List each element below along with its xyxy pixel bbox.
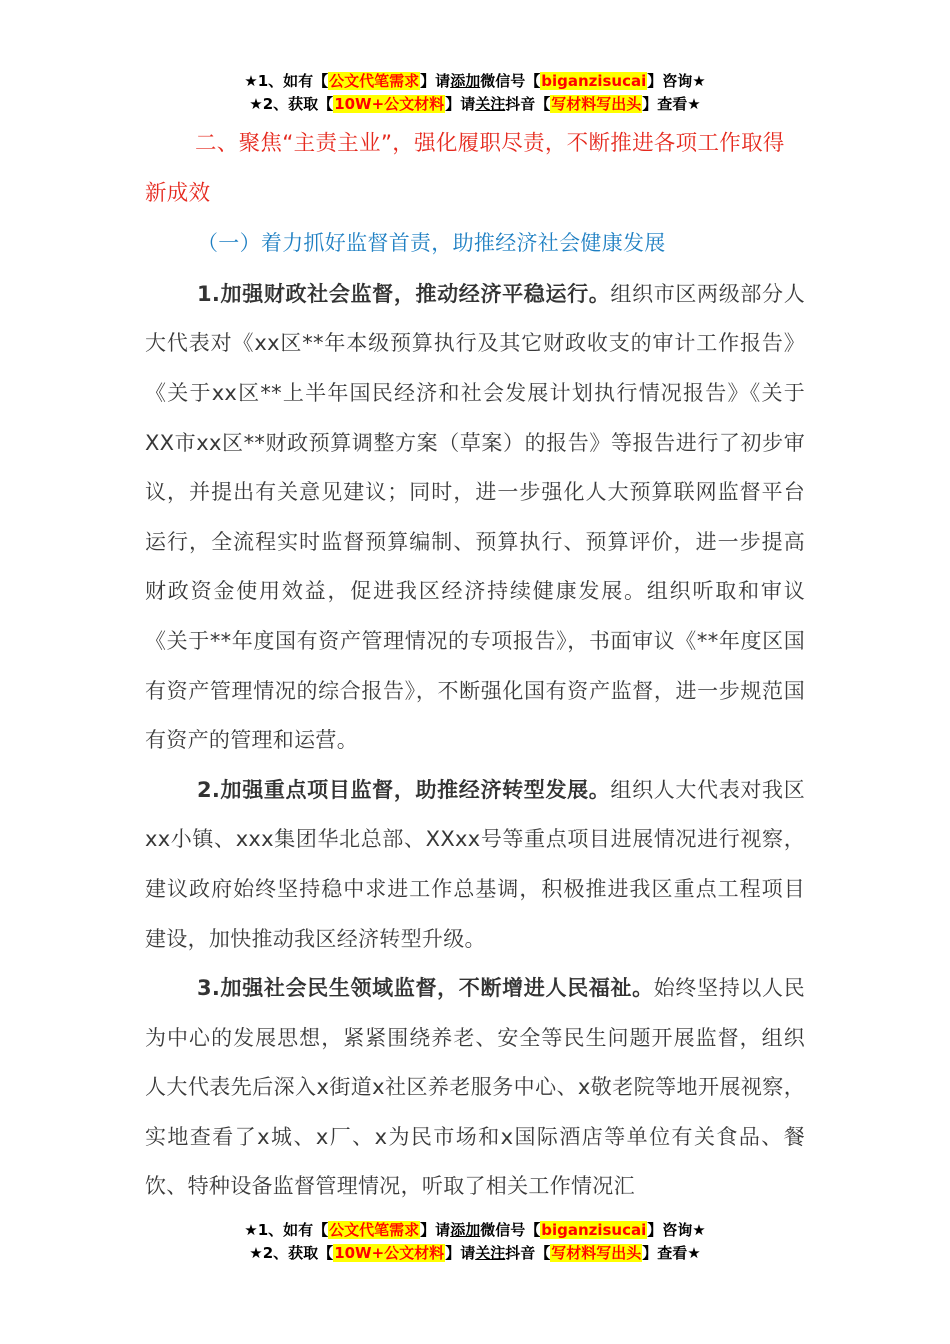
underlined-text: 关注 (475, 95, 506, 113)
section-heading: 二、聚焦“主责主业”，强化履职尽责，不断推进各项工作取得新成效 (145, 131, 785, 206)
underlined-text: 添加 (450, 1221, 481, 1239)
highlight-materials: 10W+公文材料 (334, 95, 445, 113)
paragraph-lead: 3.加强社会民生领域监督，不断增进人民福祉。 (197, 976, 654, 1001)
banner-line-1 (0, 70, 950, 93)
underlined-text: 添加 (450, 72, 481, 90)
document-body (145, 119, 805, 1212)
banner-text: 抖音【 (505, 1244, 551, 1262)
paragraph-lead: 1.加强财政社会监督，推动经济平稳运行。 (197, 281, 611, 306)
highlight-service: 公文代笔需求 (329, 1221, 420, 1239)
banner-line-1 (0, 1219, 950, 1242)
subsection-heading: （一）着力抓好监督首责，助推经济社会健康发展 (197, 231, 666, 256)
banner-text: 微信号【 (480, 1221, 541, 1239)
banner-text: 】请 (445, 1244, 476, 1262)
banner-text: 】请 (420, 1221, 451, 1239)
paragraph-text: 组织市区两级部分人大代表对《xx区**年本级预算执行及其它财政收支的审计工作报告》《关于xx区**上半年国民经济和社会发展计划执行情况报告》《关于XX市xx区**财政预算调整方案（草案）的报告》等报告进行了初步审议，并提出有关意见建议；同时，进一步强化人大预算联网监督平台运行，全流程实时监督预算编制、预算执行、预算评价，进一步提高财政资金使用效益，促进我区经济持续健康发展。组织听取和审议《关于**年度国有资产管理情况的专项报告》，书面审议《**年度区国有资产管理情况的综合报告》，不断强化国有资产监督，进一步规范国有资产的管理和运营。 (145, 281, 805, 753)
paragraph-1 (145, 270, 805, 766)
highlight-materials: 10W+公文材料 (334, 1244, 445, 1262)
highlight-douyin-id: 写材料写出头 (551, 1244, 642, 1262)
banner-text: ★2、获取【 (249, 95, 334, 113)
highlight-wechat-id: biganzisucai (541, 72, 647, 90)
banner-text: 】咨询★ (647, 1221, 706, 1239)
highlight-wechat-id: biganzisucai (541, 1221, 647, 1239)
banner-text: 】查看★ (642, 1244, 701, 1262)
banner-text: 抖音【 (505, 95, 551, 113)
paragraph-3 (145, 964, 805, 1212)
paragraph-text: 始终坚持以人民为中心的发展思想，紧紧围绕养老、安全等民生问题开展监督，组织人大代表先后深入x街道x社区养老服务中心、x敬老院等地开展视察，实地查看了x城、x厂、x为民市场和x国际酒店等单位有关食品、餐饮、特种设备监督管理情况，听取了相关工作情况汇 (145, 976, 805, 1199)
banner-text: 微信号【 (480, 72, 541, 90)
banner-text: 】请 (420, 72, 451, 90)
paragraph-2 (145, 766, 805, 964)
banner-line-2 (0, 1242, 950, 1265)
bottom-banner (0, 1219, 950, 1265)
paragraph-lead: 2.加强重点项目监督，助推经济转型发展。 (197, 777, 611, 802)
banner-text: ★1、如有【 (244, 72, 329, 90)
top-banner (0, 70, 950, 116)
banner-text: 】请 (445, 95, 476, 113)
highlight-douyin-id: 写材料写出头 (551, 95, 642, 113)
banner-text: ★1、如有【 (244, 1221, 329, 1239)
banner-text: 】咨询★ (647, 72, 706, 90)
banner-line-2 (0, 93, 950, 116)
banner-text: ★2、获取【 (249, 1244, 334, 1262)
underlined-text: 关注 (475, 1244, 506, 1262)
banner-text: 】查看★ (642, 95, 701, 113)
highlight-service: 公文代笔需求 (329, 72, 420, 90)
paragraph-text: 组织人大代表对我区xx小镇、xxx集团华北总部、XXxx号等重点项目进展情况进行视察，建议政府始终坚持稳中求进工作总基调，积极推进我区重点工程项目建设，加快推动我区经济转型升级。 (145, 777, 805, 951)
